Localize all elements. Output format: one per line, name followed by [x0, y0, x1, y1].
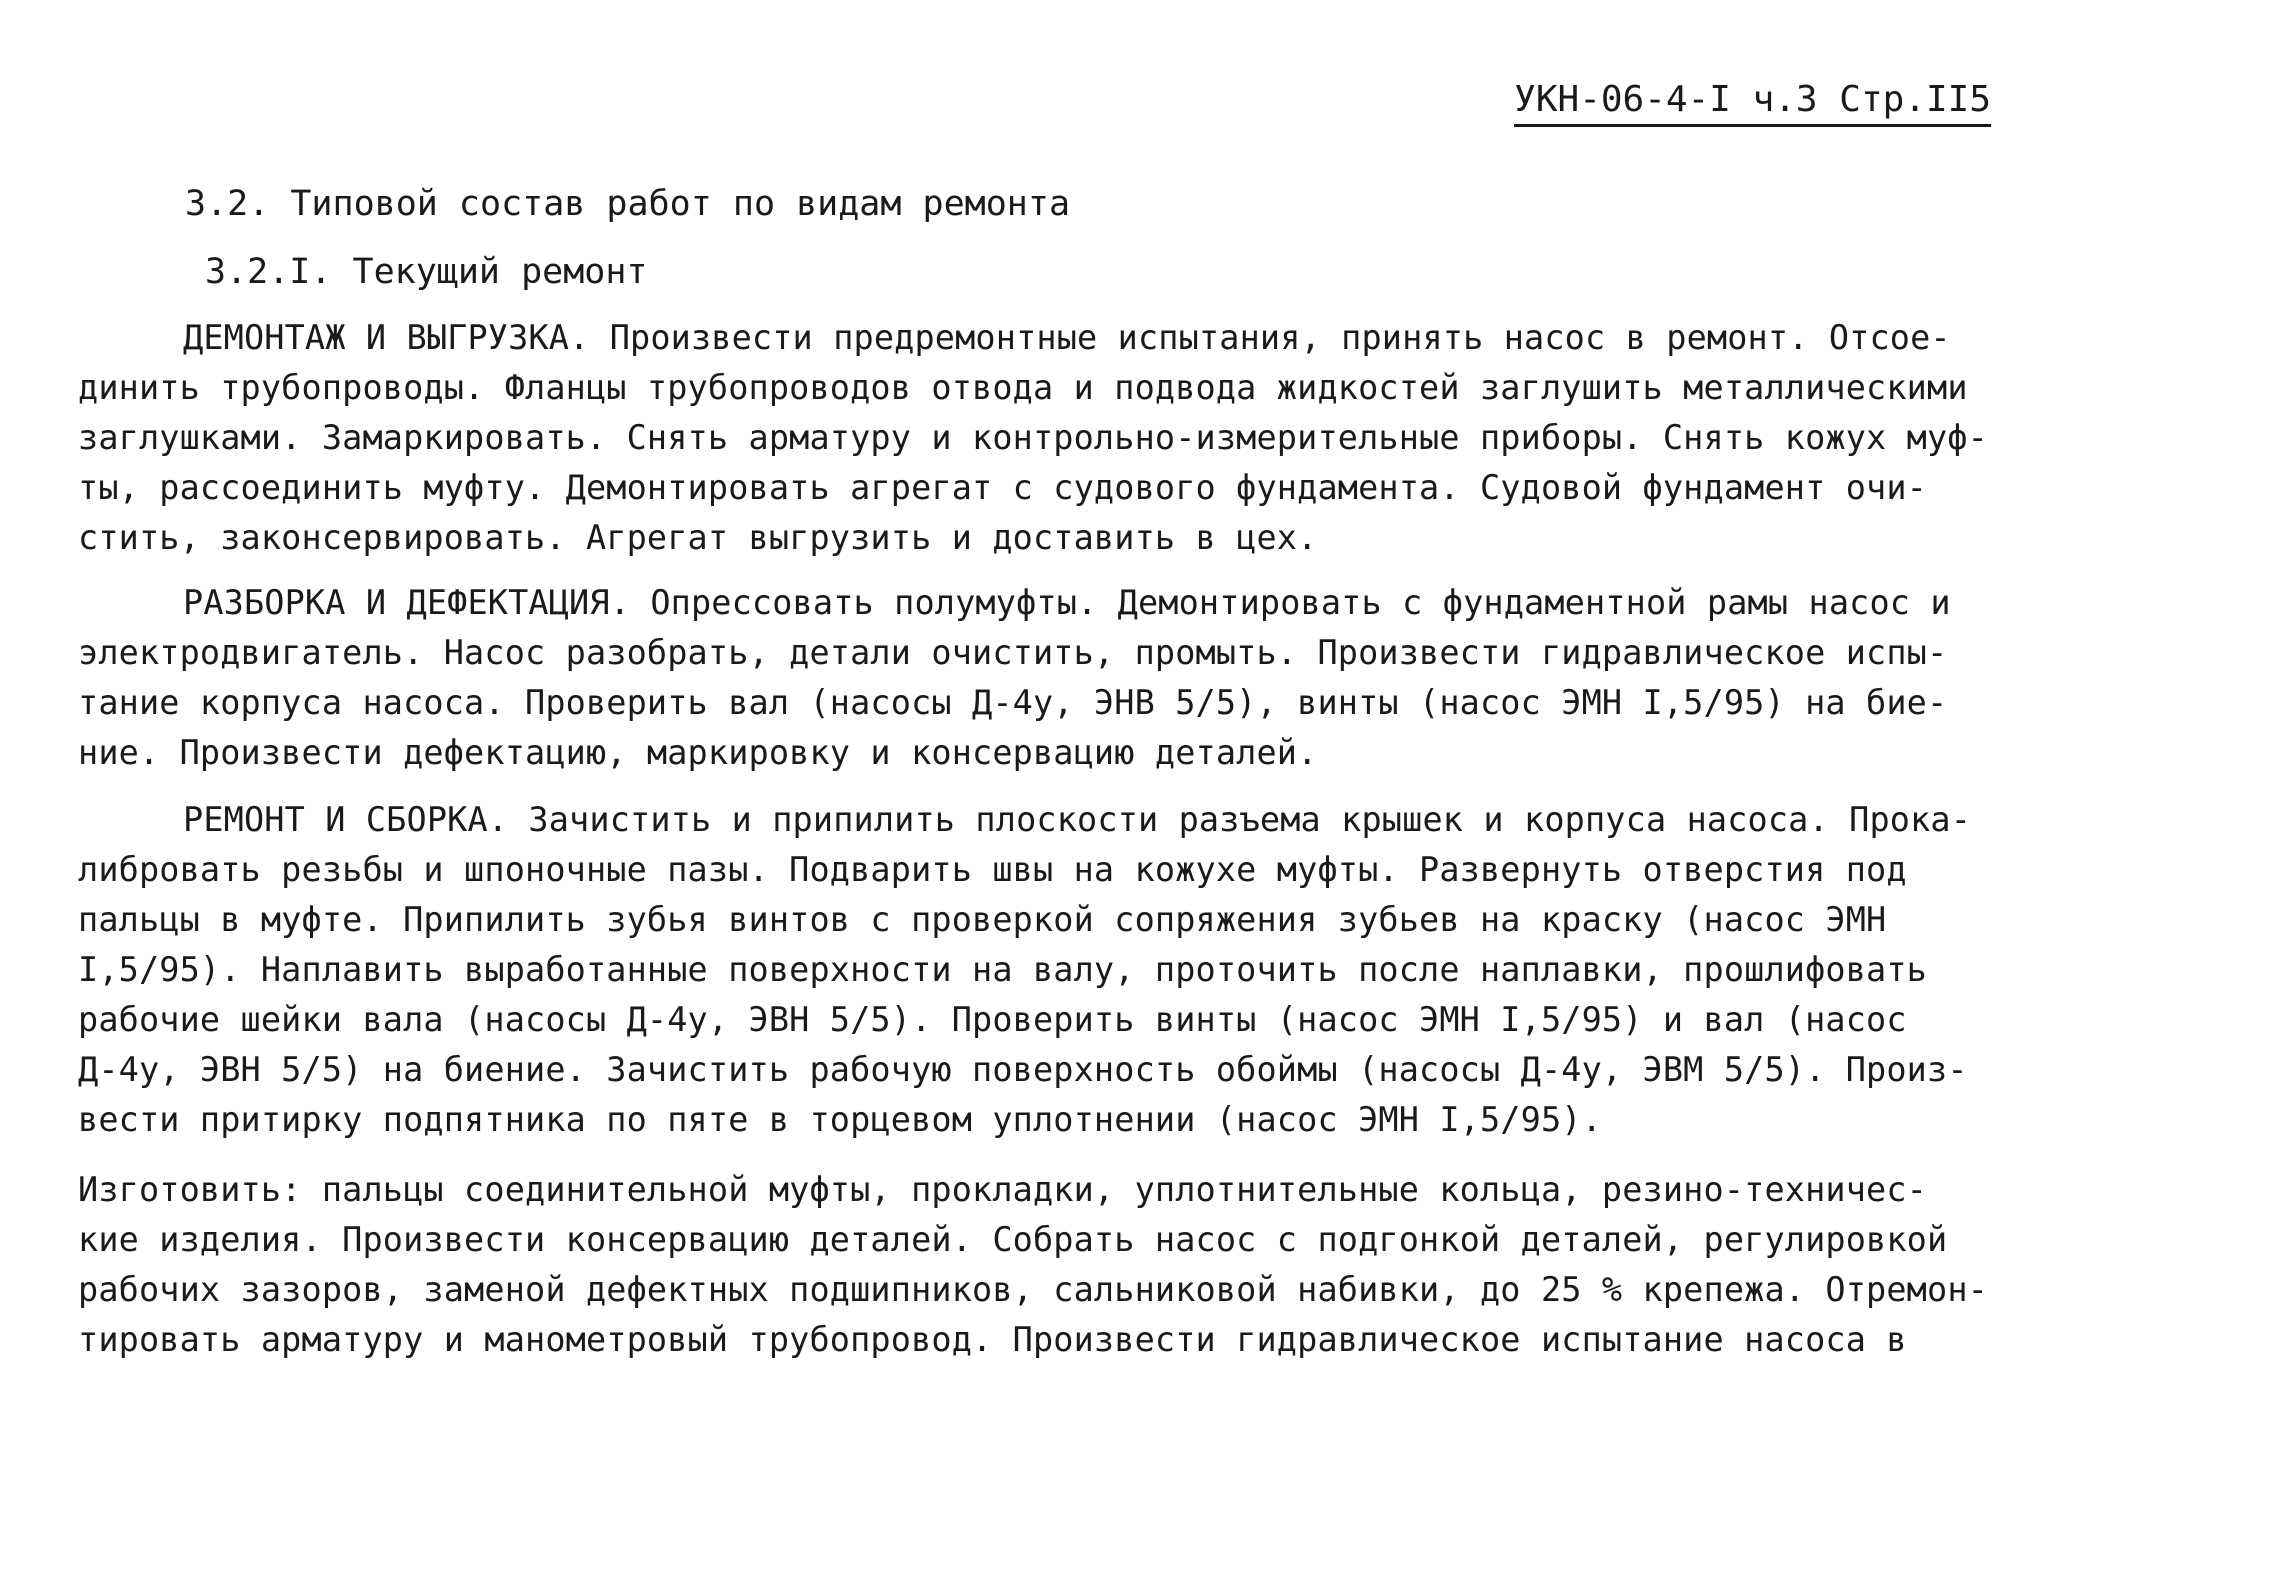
subsection-title: 3.2.I. Текущий ремонт: [205, 252, 648, 292]
text-line: рабочих зазоров, заменой дефектных подшипников, сальниковой набивки, до 25 % крепежа. Отремон-: [78, 1270, 1988, 1309]
text-line: рабочие шейки вала (насосы Д-4у, ЭВН 5/5). Проверить винты (насос ЭМН I,5/95) и вал (насос: [78, 1000, 1907, 1039]
text-line: Изготовить: пальцы соединительной муфты, прокладки, уплотнительные кольца, резино-техничес-: [78, 1170, 1928, 1209]
section-title: 3.2. Типовой состав работ по видам ремонта: [185, 184, 1071, 224]
text-line: I,5/95). Наплавить выработанные поверхности на валу, проточить после наплавки, прошлифовать: [78, 950, 1928, 989]
text-line: вести притирку подпятника по пяте в торцевом уплотнении (насос ЭМН I,5/95).: [78, 1100, 1602, 1139]
text-line: пальцы в муфте. Припилить зубья винтов с проверкой сопряжения зубьев на краску (насос ЭМН: [78, 900, 1887, 939]
text-line: Д-4у, ЭВН 5/5) на биение. Зачистить рабочую поверхность обоймы (насосы Д-4у, ЭВМ 5/5). Произ-: [78, 1050, 1968, 1089]
text-line: заглушками. Замаркировать. Снять арматуру и контрольно-измерительные приборы. Снять кожух муф-: [78, 418, 1988, 457]
text-line: кие изделия. Произвести консервацию деталей. Собрать насос с подгонкой деталей, регулировкой: [78, 1220, 1948, 1259]
text-line: РАЗБОРКА И ДЕФЕКТАЦИЯ. Опрессовать полумуфты. Демонтировать с фундаментной рамы насос и: [183, 583, 1951, 622]
text-line: либровать резьбы и шпоночные пазы. Подварить швы на кожухе муфты. Развернуть отверстия под: [78, 850, 1907, 889]
text-line: тировать арматуру и манометровый трубопровод. Произвести гидравлическое испытание насоса в: [78, 1320, 1907, 1359]
text-line: тание корпуса насоса. Проверить вал (насосы Д-4у, ЭНВ 5/5), винты (насос ЭМН I,5/95) на бие-: [78, 683, 1948, 722]
paragraph-dismantling: [78, 313, 1998, 563]
text-line: ДЕМОНТАЖ И ВЫГРУЗКА. Произвести предремонтные испытания, принять насос в ремонт. Отсое-: [183, 318, 1951, 357]
text-line: электродвигатель. Насос разобрать, детали очистить, промыть. Произвести гидравлическое испы-: [78, 633, 1948, 672]
paragraph-repair-assembly: [78, 795, 1998, 1145]
text-line: ние. Произвести дефектацию, маркировку и консервацию деталей.: [78, 733, 1318, 772]
text-line: ты, рассоединить муфту. Демонтировать агрегат с судового фундамента. Судовой фундамент очи-: [78, 468, 1928, 507]
paragraph-disassembly: [78, 578, 1998, 778]
paragraph-manufacture: [78, 1165, 1998, 1365]
text-line: стить, законсервировать. Агрегат выгрузить и доставить в цех.: [78, 518, 1318, 557]
text-line: динить трубопроводы. Фланцы трубопроводов отвода и подвода жидкостей заглушить металлическими: [78, 368, 1968, 407]
document-reference: УКН-06-4-I ч.3 Стр.II5: [1514, 78, 1991, 127]
text-line: РЕМОНТ И СБОРКА. Зачистить и припилить плоскости разъема крышек и корпуса насоса. Прока-: [183, 800, 1972, 839]
